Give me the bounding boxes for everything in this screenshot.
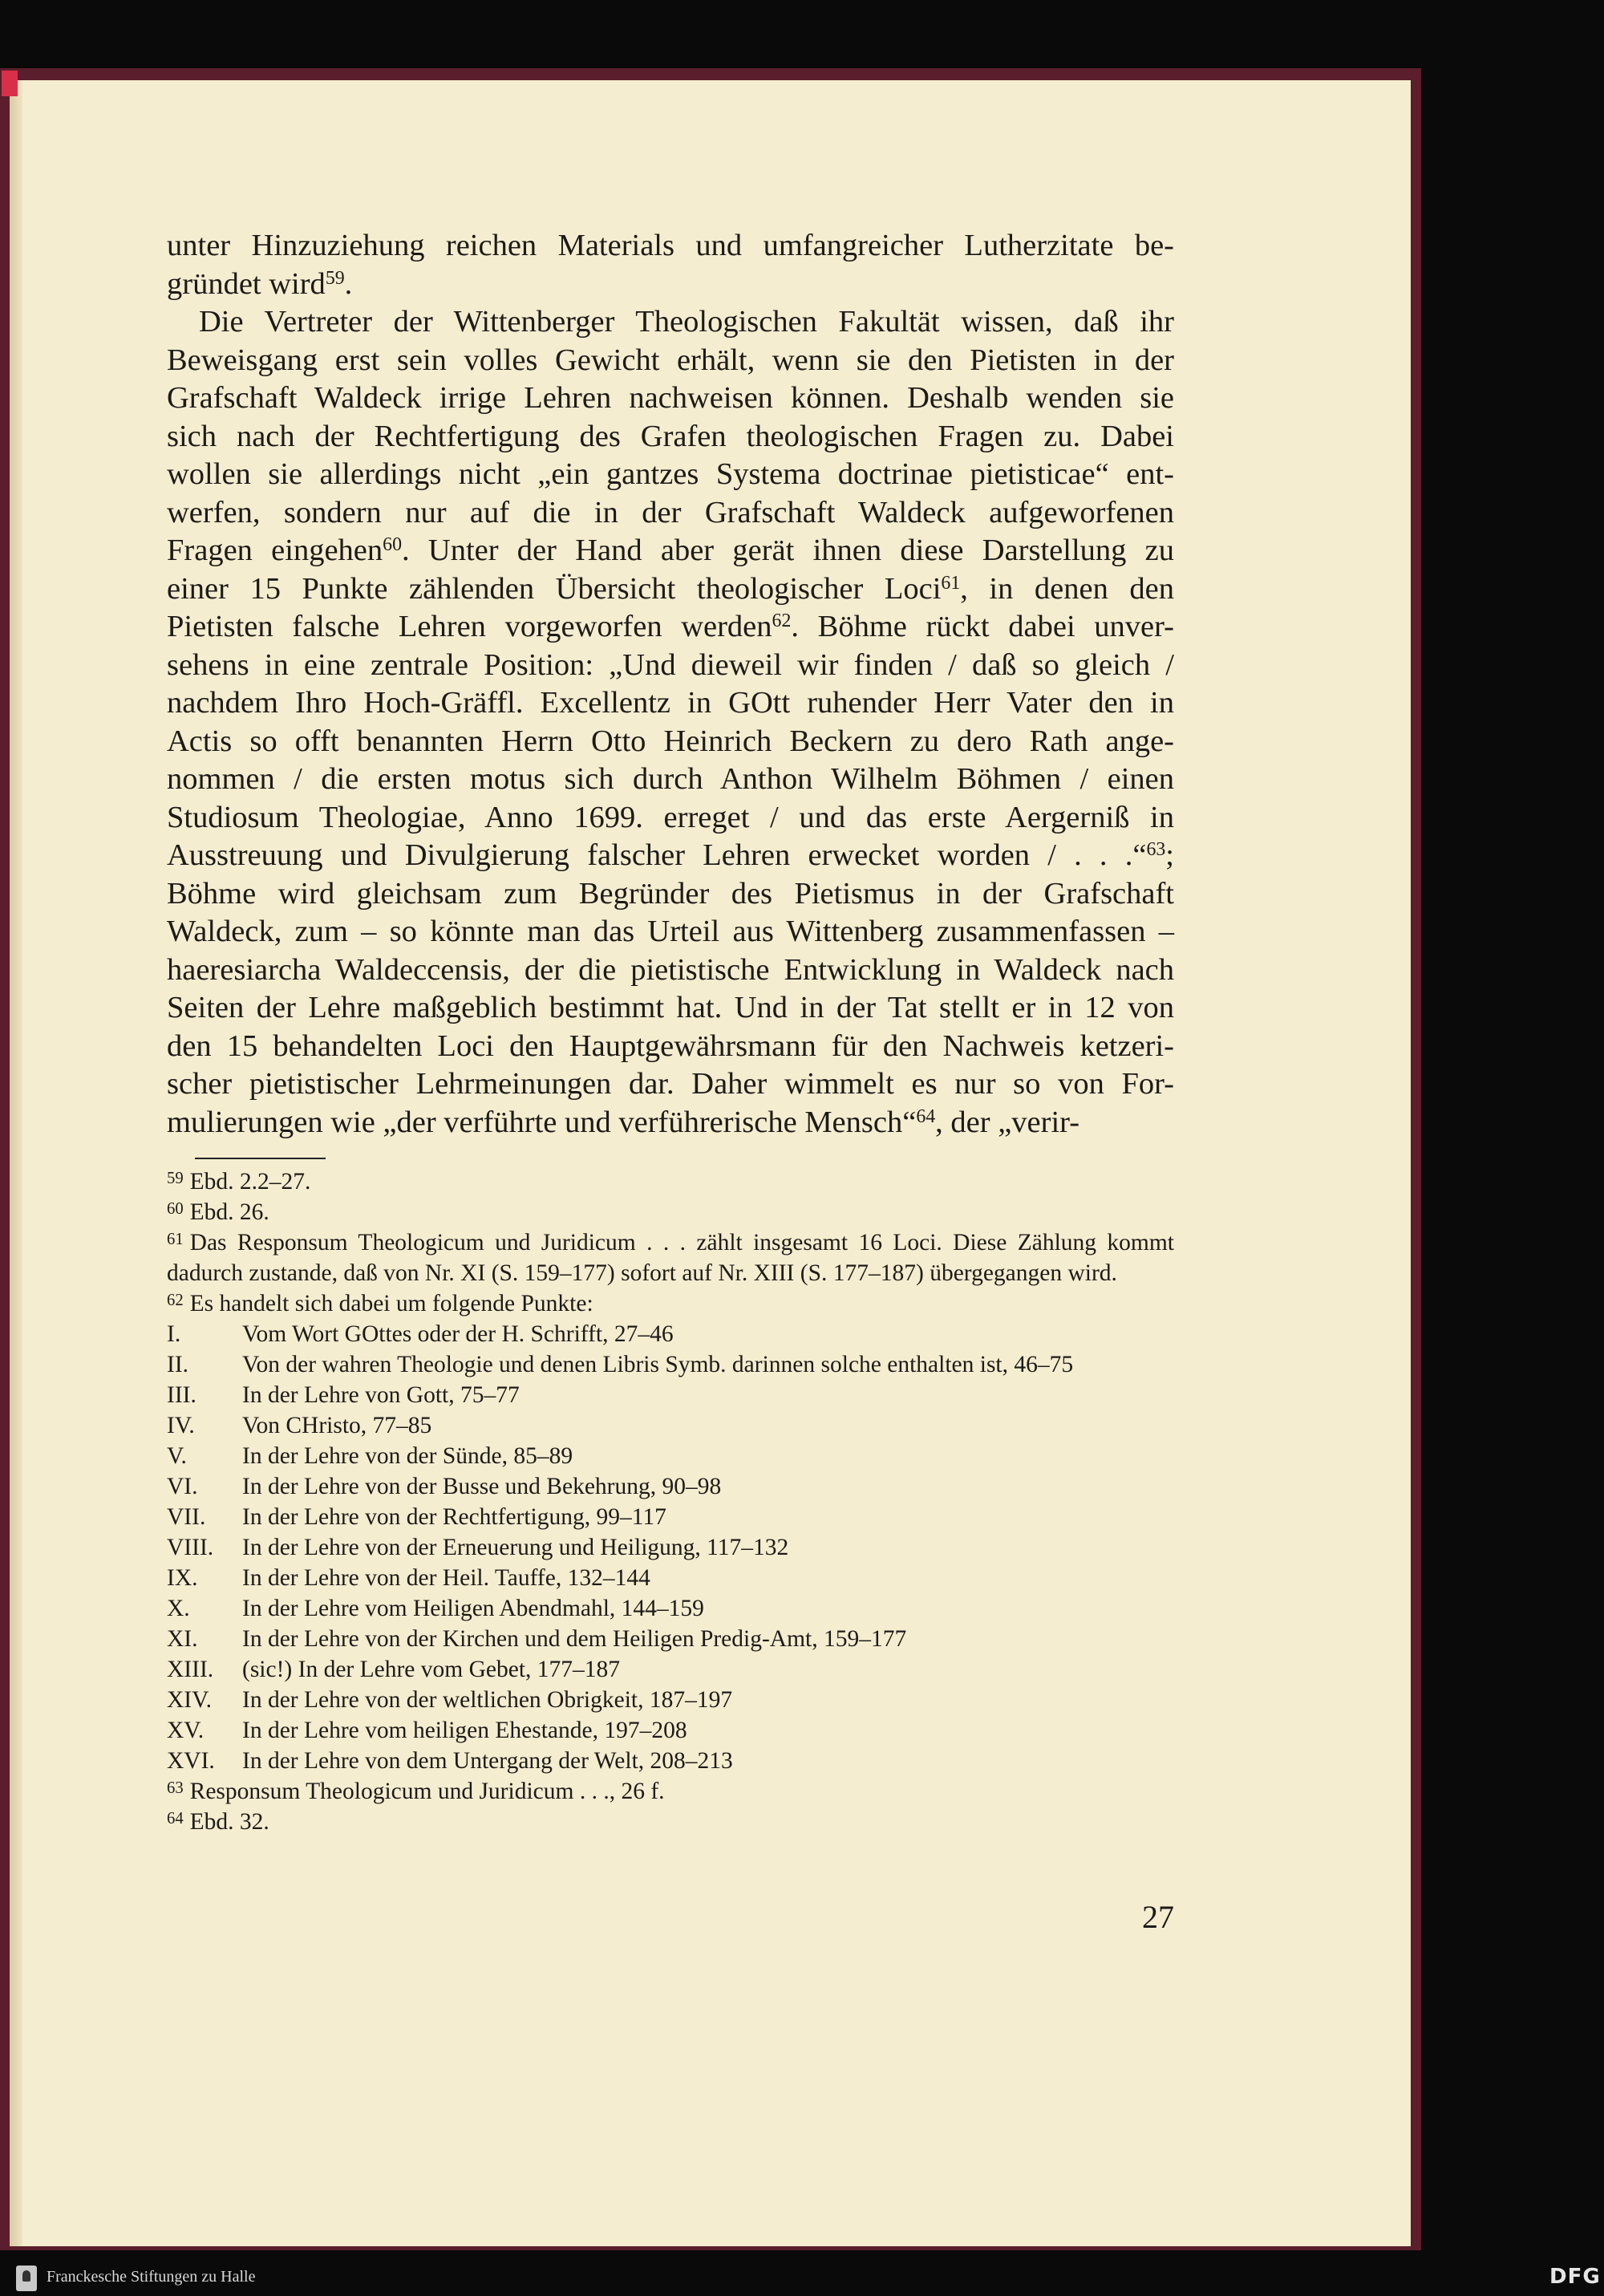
loci-title: Von CHristo, 77–85 <box>242 1413 432 1438</box>
loci-title: In der Lehre von Gott, 75–77 <box>242 1382 520 1408</box>
text-line: Seiten der Lehre maßgeblich bestimmt hat. Und in der Tat stellt er in 12 von <box>167 991 1174 1024</box>
text-line: Actis so offt benannten Herrn Otto Heinrich Beckern zu dero Rath ange- <box>167 724 1174 758</box>
text-line: haeresiarcha Waldeccensis, der die pietistische Entwicklung in Waldeck nach <box>167 952 1174 987</box>
loci-title: In der Lehre von der Erneuerung und Heiligung, 117–132 <box>242 1535 789 1560</box>
footnote-ref-64[interactable]: 64 <box>916 1105 936 1127</box>
text-line: Waldeck, zum – so könnte man das Urteil aus Wittenberg zusammenfassen – <box>167 915 1174 948</box>
loci-list-item <box>167 1380 1174 1410</box>
page-gutter-shadow <box>10 80 22 2246</box>
loci-number: XIV. <box>167 1687 213 1713</box>
loci-list-item <box>167 1441 1174 1471</box>
loci-number: XV. <box>167 1718 205 1743</box>
dfg-logo[interactable]: DFG <box>1549 2265 1601 2289</box>
loci-number: II. <box>167 1352 189 1377</box>
loci-number: X. <box>167 1596 190 1621</box>
loci-number: IV. <box>167 1413 195 1438</box>
loci-title: In der Lehre von der Kirchen und dem Heiligen Predig-Amt, 159–177 <box>242 1626 907 1652</box>
loci-number: VII. <box>167 1504 206 1530</box>
text-line: Studiosum Theologiae, Anno 1699. erreget / und das erste Aergerniß in <box>167 800 1174 834</box>
page-number: 27 <box>1142 1899 1174 1935</box>
footnotes <box>167 1166 1174 1837</box>
bookmark-ribbon <box>2 71 18 96</box>
text-line: sehens in eine zentrale Position: „Und dieweil wir finden / daß so gleich / <box>167 647 1174 682</box>
text-line: nachdem Ihro Hoch-Gräffl. Excellentz in GOtt ruhender Herr Vater den in <box>167 686 1174 720</box>
loci-title: (sic!) In der Lehre vom Gebet, 177–187 <box>242 1657 621 1682</box>
loci-list-item <box>167 1746 1174 1776</box>
footnote-ref-60[interactable]: 60 <box>383 534 402 556</box>
loci-title: In der Lehre von der Heil. Tauffe, 132–144 <box>242 1565 650 1591</box>
text-line: einer 15 Punkte zählenden Übersicht theologischer Loci$^{61}$, in denen den <box>167 571 1174 606</box>
text-line: Fragen eingehen$^{60}$. Unter der Hand aber gerät ihnen diese Darstellung zu <box>167 533 1174 567</box>
text-line: werfen, sondern nur auf die in der Grafschaft Waldeck aufgeworfenen <box>167 495 1174 529</box>
loci-number: III. <box>167 1382 196 1408</box>
loci-list-item <box>167 1654 1174 1685</box>
footnote-61: $^{61}$ Das Responsum Theologicum und Juridicum . . . zählt insgesamt 16 Loci. Diese Zählung kommt dadurch zustande, daß von Nr. XI (S. 159–177) sofort auf Nr. XIII (S. 177–187) übergegangen wird. <box>167 1230 1174 1286</box>
footnote-62: $^{62}$ Es handelt sich dabei um folgende Punkte: <box>167 1291 593 1316</box>
footnote-59: $^{59}$ Ebd. 2.2–27. <box>167 1169 311 1195</box>
footnote-separator <box>195 1158 326 1159</box>
loci-list-item <box>167 1471 1174 1502</box>
loci-list-item <box>167 1563 1174 1593</box>
loci-number: XVI. <box>167 1748 215 1774</box>
loci-title: In der Lehre von dem Untergang der Welt, 208–213 <box>242 1748 733 1774</box>
loci-title: In der Lehre von der Rechtfertigung, 99–117 <box>242 1504 666 1530</box>
footnote-ref-62[interactable]: 62 <box>772 611 792 632</box>
loci-number: XIII. <box>167 1657 214 1682</box>
footnote-60: $^{60}$ Ebd. 26. <box>167 1199 269 1225</box>
loci-list-item <box>167 1502 1174 1532</box>
text-line: den 15 behandelten Loci den Hauptgewährsmann für den Nachweis ketzeri- <box>167 1028 1174 1063</box>
loci-list-item <box>167 1319 1174 1349</box>
text-line: unter Hinzuziehung reichen Materials und umfangreicher Lutherzitate be- <box>167 229 1174 262</box>
loci-list-item <box>167 1593 1174 1624</box>
loci-number: XI. <box>167 1626 198 1652</box>
loci-number: VI. <box>167 1474 198 1499</box>
text-line: wollen sie allerdings nicht „ein gantzes Systema doctrinae pietisticae“ ent- <box>167 457 1174 491</box>
loci-list-item <box>167 1532 1174 1563</box>
loci-title: Vom Wort GOttes oder der H. Schrifft, 27–46 <box>242 1321 674 1347</box>
loci-title: In der Lehre von der Busse und Bekehrung, 90–98 <box>242 1474 722 1499</box>
loci-title: Von der wahren Theologie und denen Libris Symb. darinnen solche enthalten ist, 46–75 <box>242 1352 1074 1377</box>
text-line: mulierungen wie „der verführte und verführerische Mensch“$^{64}$, der „verir- <box>167 1105 1080 1139</box>
text-line: Ausstreuung und Divulgierung falscher Lehren erwecket worden / . . .“$^{63}$; <box>167 838 1174 872</box>
loci-list-item <box>167 1349 1174 1380</box>
footnote-ref-61[interactable]: 61 <box>941 572 961 594</box>
text-line: Beweisgang erst sein volles Gewicht erhält, wenn sie den Pietisten in der <box>167 343 1174 377</box>
text-line: scher pietistischer Lehrmeinungen dar. Daher wimmelt es nur so von For- <box>167 1067 1174 1101</box>
footnote-63: $^{63}$ Responsum Theologicum und Juridicum . . ., 26 f. <box>167 1779 665 1804</box>
loci-title: In der Lehre vom Heiligen Abendmahl, 144–159 <box>242 1596 704 1621</box>
text-line: Die Vertreter der Wittenberger Theologischen Fakultät wissen, daß ihr <box>199 305 1174 339</box>
text-line: Grafschaft Waldeck irrige Lehren nachweisen können. Deshalb wenden sie <box>167 381 1174 415</box>
loci-title: In der Lehre von der weltlichen Obrigkeit, 187–197 <box>242 1687 733 1713</box>
loci-list-item <box>167 1624 1174 1654</box>
loci-number: IX. <box>167 1565 198 1591</box>
loci-list-item <box>167 1410 1174 1441</box>
loci-title: In der Lehre von der Sünde, 85–89 <box>242 1443 573 1469</box>
footnote-ref-59[interactable]: 59 <box>325 267 345 289</box>
footnote-ref-63[interactable]: 63 <box>1146 839 1166 861</box>
franckesche-stiftungen-crest-icon[interactable] <box>16 2266 37 2291</box>
text-line: nommen / die ersten motus sich durch Anthon Wilhelm Böhmen / einen <box>167 762 1174 796</box>
loci-list <box>167 1319 1174 1776</box>
text-line: Pietisten falsche Lehren vorgeworfen werden$^{62}$. Böhme rückt dabei unver- <box>167 610 1175 643</box>
institution-name[interactable]: Franckesche Stiftungen zu Halle <box>47 2268 256 2286</box>
text-line: Böhme wird gleichsam zum Begründer des Pietismus in der Grafschaft <box>167 876 1174 911</box>
loci-number: VIII. <box>167 1535 214 1560</box>
loci-title: In der Lehre vom heiligen Ehestande, 197–208 <box>242 1718 687 1743</box>
footnote-64: $^{64}$ Ebd. 32. <box>167 1809 269 1835</box>
loci-number: V. <box>167 1443 187 1469</box>
loci-list-item <box>167 1715 1174 1746</box>
text-line: gründet wird$^{59}$. <box>167 266 353 301</box>
loci-number: I. <box>167 1321 181 1347</box>
main-text <box>167 227 1174 1142</box>
loci-list-item <box>167 1685 1174 1715</box>
text-line: sich nach der Rechtfertigung des Grafen theologischen Fragen zu. Dabei <box>167 419 1174 453</box>
